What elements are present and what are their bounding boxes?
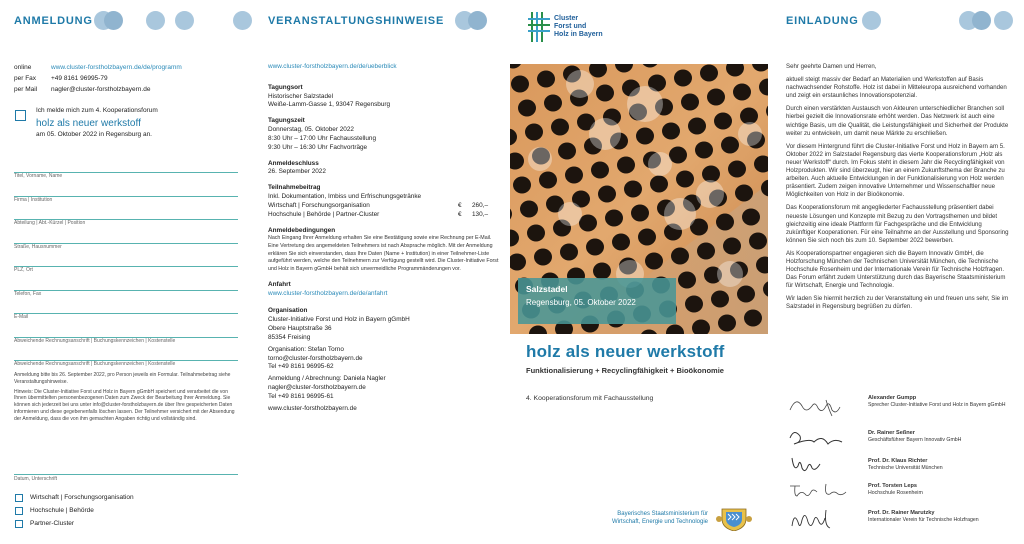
deco-circle (146, 11, 165, 30)
wood-hole (593, 263, 611, 280)
registration-notes (14, 372, 240, 422)
wood-hole (740, 108, 758, 125)
signature-label: Datum, Unterschrift (14, 476, 58, 482)
light-spot (664, 198, 696, 230)
signatory-name: Prof. Dr. Klaus Richter (868, 458, 928, 464)
wood-hole (702, 166, 720, 183)
light-spot (738, 122, 762, 146)
wood-hole (688, 118, 706, 135)
light-spot (717, 261, 743, 287)
deco-circle (468, 11, 487, 30)
form-field-label: Abweichende Rechnungsanschrift | Buchungskennzeichen | Kostenstelle (14, 337, 176, 344)
signature-line[interactable] (14, 474, 238, 475)
signatory-role: Sprecher Cluster-Initiative Forst und Holz in Bayern gGmbH (868, 401, 1006, 408)
form-field-label: Abweichende Rechnungsanschrift | Buchungskennzeichen | Kostenstelle (14, 361, 176, 367)
wood-hole (518, 100, 536, 117)
registration-panel (0, 0, 256, 544)
org-line: Cluster-Initiative Forst und Holz in Bayern gGmbH (268, 316, 410, 324)
wood-hole (662, 123, 680, 140)
fee-row (268, 202, 500, 211)
invitation-paragraph: Vor diesem Hintergrund führt die Cluster-Initiative Forst und Holz in Bayern am 5. Oktober 2022 im Salzstadel Regensburg das vierte Kooperationsforum „Holz als neuer Werkstoff“ durch. Im Fokus steht in diesem Jahr die Recyclingfähigkeit von Holzprodukten. Wir sind überzeugt, hier an einem Zukunftsthema der Branche zu arbeiten. Auch aktuelle Entwicklungen in der Funktionalisierung von Holz werden präsentiert. Zudem zeigen innovative Unternehmer und Wissenschaftler neue Möglichkeiten von Holz in der Bioökonomie. (786, 142, 1005, 199)
wood-hole (735, 185, 753, 202)
signatory-name: Dr. Rainer Seßner (868, 430, 915, 436)
wood-hole (718, 315, 736, 332)
wood-hole (676, 171, 694, 188)
light-spot (589, 118, 621, 150)
signature-leps-icon (786, 478, 858, 500)
veranstaltung-heading: VERANSTALTUNGSHINWEISE (268, 15, 445, 27)
bavaria-coat-of-arms-icon (716, 505, 752, 531)
cover-panel (510, 0, 768, 544)
wood-hole (733, 84, 751, 101)
wood-hole (650, 176, 668, 193)
org-heading: Organisation (268, 307, 308, 315)
signature-sessner-icon (786, 424, 858, 450)
contact-label: online (14, 64, 32, 71)
cover-title: holz als neuer werkstoff (526, 342, 725, 361)
wood-hole (744, 310, 762, 327)
wood-hole (695, 142, 713, 159)
ministry-text (586, 511, 708, 526)
contact-label: per Mail (14, 85, 38, 93)
signatory (868, 458, 943, 471)
wood-hole (669, 147, 687, 164)
deco-circle (175, 11, 194, 30)
org-line: Anmeldung / Abrechnung: Daniela Nagler (268, 375, 386, 383)
wood-hole (624, 181, 642, 198)
form-field-input[interactable] (14, 266, 238, 267)
fee-currency: € (458, 210, 462, 218)
wood-hole (520, 201, 538, 218)
wood-hole (737, 286, 755, 303)
invitation-paragraph: Als Kooperationspartner engagieren sich die Bayern Innovativ GmbH, die Holzforschung München der Technischen Universität München, die Technische Hochschule Rosenheim und der Internationale Verein für Technische Holzfragen. Das Forum erfährt zudem Unterstützung durch das Bayerische Staatsministerium für Wirtschaft, Energie und Technologie. (786, 249, 1006, 290)
light-spot (566, 70, 594, 98)
deadline-date: 26. September 2022 (268, 168, 326, 176)
wood-hole (749, 233, 767, 250)
deadline-heading: Anmeldeschluss (268, 159, 319, 167)
form-field-input[interactable] (14, 172, 238, 173)
register-date: am 05. Oktober 2022 in Regensburg an. (36, 131, 152, 139)
invitation-paragraph: aktuell steigt massiv der Bedarf an Materialien und Werkstoffen auf Basis nachwachsender Rohstoffe. Holz ist dabei in Mitteleuropa ausreichend vorhanden und zeigt ein erstaunliches Innovationspotenzial. (786, 76, 1007, 100)
signatory-name: Prof. Dr. Rainer Marutzky (868, 510, 935, 516)
form-field-label: Firma | Institution (14, 196, 53, 203)
fee-value: 260,– (472, 201, 488, 209)
overview-link[interactable]: www.cluster-forstholzbayern.de/de/ueberblick (268, 63, 397, 70)
wood-hole (511, 76, 529, 93)
ministry-line: Bayerisches Staatsministerium für (617, 511, 708, 517)
signature-gumpp-icon (786, 392, 858, 422)
wood-hole (558, 143, 576, 160)
deco-circle (104, 11, 123, 30)
wood-hole (681, 94, 699, 111)
logo-text: Forst und (554, 23, 587, 31)
wood-hole (544, 95, 562, 112)
signatory (868, 510, 979, 523)
org-line: Obere Hauptstraße 36 (268, 325, 332, 333)
wood-hole (539, 172, 557, 189)
wood-hole (565, 167, 583, 184)
register-title: holz als neuer werkstoff (36, 117, 141, 129)
signatory-role: Technische Universität München (868, 464, 943, 471)
time-talks: 9:30 Uhr – 16:30 Uhr Fachvorträge (268, 143, 368, 151)
option-label: Partner-Cluster (30, 520, 75, 527)
time-exhibition: 8:30 Uhr – 17:00 Uhr Fachausstellung (268, 134, 376, 142)
wood-hole (537, 71, 555, 88)
signatory-role: Hochschule Rosenheim (868, 489, 923, 496)
wood-hole (711, 291, 729, 308)
wood-hole (617, 157, 635, 174)
org-line: 85354 Freising (268, 333, 311, 341)
form-field-input[interactable] (14, 313, 238, 314)
signatory (868, 483, 923, 496)
banner-place: Salzstadel (526, 284, 568, 294)
wood-hole (579, 215, 597, 232)
wood-hole (697, 243, 715, 260)
light-spot (558, 202, 582, 226)
anmeldung-heading: ANMELDUNG (14, 15, 93, 27)
note-privacy: Hinweis: Die Cluster-Initiative Forst und Holz in Bayern gGmbH speichert und verarbeitet die von Ihnen übermittelten personenbezogenen Daten zum Zweck der Bearbeitung Ihrer Anmeldung. Sie können sich jederzeit bei uns unter info@cluster-forstholzbayern.de über Ihre gespeicherten Daten informieren und diese gegebenenfalls löschen lassen. Der Teilnehmer versichert mit der Absendung der Anmeldung, dass die von ihm gemachten Angaben richtig und vollständig sind. (14, 388, 235, 422)
contact-online-link[interactable]: www.cluster-forstholzbayern.de/de/programm (51, 64, 182, 71)
fee-row (268, 211, 500, 220)
wood-hole (534, 249, 552, 266)
wood-hole (560, 244, 578, 261)
contact-list (14, 64, 244, 94)
wood-hole (596, 85, 614, 102)
wood-hole (645, 253, 663, 270)
invitation-paragraph: Wir laden Sie hiermit herzlich zu der Veranstaltung ein und freuen uns sehr, Sie im Salzstadel in Regensburg begrüßen zu dürfen. (786, 295, 1009, 311)
form-field-input[interactable] (14, 219, 238, 220)
light-spot (648, 152, 672, 176)
register-checkbox[interactable] (15, 110, 26, 121)
option-checkbox-hochschule[interactable] (15, 507, 23, 515)
org-email-link[interactable]: nagler@cluster-forstholzbayern.de (268, 384, 366, 392)
invitation-paragraph: Durch einen verstärkten Austausch von Akteuren unterschiedlicher Branchen soll hierbei gezielt die Innovationsrate erhöht werden. Das Netzwerk ist auch eine wichtige Basis, um die Qualität, die Leistungsfähigkeit und Sicherheit der Produkte weiter zu entwickeln, um damit neue Märkte zu erschließen. (786, 105, 1009, 137)
deco-circle (233, 11, 252, 30)
cover-forum: 4. Kooperationsforum mit Fachausstellung (526, 395, 654, 403)
time-date: Donnerstag, 05. Oktober 2022 (268, 126, 354, 134)
contact-mail-link[interactable]: nagler@cluster-forstholzbayern.de (51, 85, 151, 93)
light-spot (627, 86, 663, 122)
fee-label: Hochschule | Behörde | Partner-Cluster (268, 210, 380, 218)
wood-hole (612, 234, 630, 251)
directions-heading: Anfahrt (268, 280, 291, 288)
signatory-role: Geschäftsführer Bayern Innovativ GmbH (868, 436, 962, 443)
form-field-label: Telefon, Fax (14, 290, 42, 297)
wood-hole (700, 65, 718, 82)
register-text: Ich melde mich zum 4. Kooperationsforum (36, 107, 158, 114)
wood-hole (714, 113, 732, 130)
contact-fax: +49 8161 96995-79 (51, 74, 108, 82)
invitation-body (786, 63, 1012, 317)
wood-hole (723, 238, 741, 255)
logo-text: Cluster (554, 15, 579, 23)
invitation-paragraph: Das Kooperationsforum mit angegliederter Fachausstellung präsentiert dabei neueste Lösungen und Konzepte mit Bezug zu den Vortragsthemen und bildet gleichzeitig eine ideale Plattform für Fachgespräche und die Entwicklung zukünftiger Kooperationen. Für eine Teilnahme an der Ausstellung und Sponsoring können Sie sich noch bis zum 10. September 2022 bewerben. (786, 204, 1009, 244)
wood-hole (721, 137, 739, 154)
org-email-link[interactable]: torno@cluster-forstholzbayern.de (268, 354, 363, 362)
signatory (868, 430, 961, 443)
signatory (868, 395, 1018, 408)
invitation-panel (768, 0, 1024, 544)
wood-hole (605, 210, 623, 227)
deco-circle (862, 11, 881, 30)
form-field-input[interactable] (14, 290, 238, 291)
wood-hole (631, 205, 649, 222)
wood-hole (591, 162, 609, 179)
wood-hole (728, 161, 746, 178)
option-label: Wirtschaft | Forschungsorganisation (30, 494, 134, 501)
cover-titles (526, 341, 766, 403)
fee-value: 130,– (472, 210, 488, 218)
event-details (268, 63, 500, 414)
event-banner (518, 278, 676, 324)
banner-date: Regensburg, 05. Oktober 2022 (526, 298, 636, 308)
wood-hole (716, 214, 734, 231)
contact-label: per Fax (14, 74, 37, 82)
directions-link[interactable]: www.cluster-forstholzbayern.de/de/anfahrt (268, 289, 388, 297)
venue-name: Historischer Salzstadel (268, 92, 333, 100)
cover-subtitle: Funktionalisierung + Recyclingfähigkeit + Bioökonomie (526, 365, 724, 375)
light-spot (528, 147, 552, 171)
wood-hole (527, 225, 545, 242)
wood-hole (513, 177, 531, 194)
org-line: Tel +49 8161 96995-61 (268, 392, 334, 400)
einladung-heading: EINLADUNG (786, 15, 859, 27)
wood-hole (685, 296, 703, 313)
wood-hole (636, 128, 654, 145)
form-field-label: Titel, Vorname, Name (14, 173, 63, 179)
fee-currency: € (458, 201, 462, 209)
form-field-input[interactable] (14, 337, 238, 338)
venue-address: Weiße-Lamm-Gasse 1, 93047 Regensburg (268, 101, 391, 109)
register-statement (36, 107, 246, 140)
form-field-label: Abteilung | Abt.-Kürzel | Position (14, 220, 86, 226)
wood-hole (742, 209, 760, 226)
note-deadline: Anmeldung bitte bis 26. September 2022, pro Person jeweils ein Formular. Teilnahmebetrag siehe Veranstaltungshinweise. (14, 372, 231, 385)
signature-richter-icon (786, 452, 858, 476)
ministry-line: Wirtschaft, Energie und Technologie (612, 518, 708, 525)
wood-hole (671, 248, 689, 265)
org-line: Organisation: Stefan Torno (268, 345, 344, 353)
deco-circle (972, 11, 991, 30)
conditions-text: Nach Eingang Ihrer Anmeldung erhalten Sie eine Bestätigung sowie eine Rechnung per E-Mail. Eine Vertretung des angemeldeten Teilnehmers ist nach Absprache möglich. Mit der Anmeldung erklären Sie sich einverstanden, dass Ihre Daten (Name + Institution) in einer Teilnehmer-Liste aufgeführt werden, welche den Teilnehmern zur Verfügung gestellt wird. Die Cluster-Initiative Forst und Holz in Bayern gGmbH behält sich unvermeidliche Programmänderungen vor. (268, 235, 499, 273)
cluster-logo-icon (528, 12, 550, 42)
fee-intro: Inkl. Dokumentation, Imbiss und Erfrischungsgetränke (268, 193, 422, 201)
form-field-label: Straße, Hausnummer (14, 243, 62, 250)
form-field-label: E-Mail (14, 314, 29, 320)
signature-marutzky-icon (786, 506, 858, 534)
wood-hole (638, 229, 656, 246)
wood-hole (586, 239, 604, 256)
form-field-input[interactable] (14, 196, 238, 197)
wood-hole (707, 89, 725, 106)
form-field-input[interactable] (14, 243, 238, 244)
wood-hole (551, 119, 569, 136)
logo-text: Holz in Bayern (554, 30, 603, 38)
signatory-role: Internationaler Verein für Technische Holzfragen (868, 516, 979, 523)
form-field-label: PLZ, Ort (14, 267, 33, 273)
wood-hole (525, 124, 543, 141)
wood-hole (678, 272, 696, 289)
signatory-name: Prof. Torsten Leps (868, 483, 918, 489)
deco-circle (994, 11, 1013, 30)
org-line: Tel +49 8161 96995-62 (268, 363, 334, 371)
invitation-greeting: Sehr geehrte Damen und Herren, (786, 63, 877, 70)
option-checkbox-partner[interactable] (15, 520, 23, 528)
form-field-input[interactable] (14, 360, 238, 361)
signatory-name: Alexander Gumpp (868, 395, 917, 401)
light-spot (696, 180, 724, 208)
conditions-heading: Anmeldebedingungen (268, 226, 336, 234)
fee-label: Wirtschaft | Forschungsorganisation (268, 201, 370, 209)
time-heading: Tagungszeit (268, 117, 305, 125)
event-info-panel (256, 0, 510, 544)
fee-heading: Teilnahmebeitrag (268, 184, 321, 192)
cluster-logo (528, 12, 603, 42)
option-label: Hochschule | Behörde (30, 507, 94, 514)
org-website-link[interactable]: www.cluster-forstholzbayern.de (268, 404, 357, 412)
wood-hole (598, 186, 616, 203)
venue-heading: Tagungsort (268, 83, 303, 91)
wood-hole (674, 70, 692, 87)
option-checkbox-wirtschaft[interactable] (15, 494, 23, 502)
